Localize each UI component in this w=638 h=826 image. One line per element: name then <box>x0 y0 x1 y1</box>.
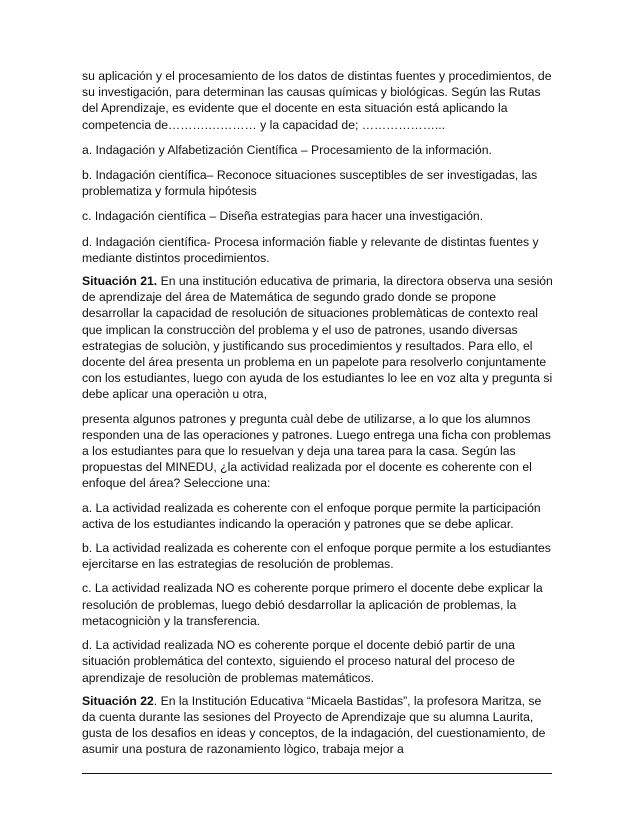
option-a-q20: a. Indagación y Alfabetización Científica – Procesamiento de la información. <box>82 142 492 157</box>
option-d-q21: d. La actividad realizada NO es coherente porque el docente debió partir de una situación problemática del contexto, siguiendo el proceso natural del proceso de aprendizaje de resoluciòn de problemas matemáticos. <box>82 638 515 685</box>
option-d-q20: d. Indagación científica- Procesa información fiable y relevante de distintas fuentes y mediante distintos procedimientos. <box>82 234 539 265</box>
footer-rule <box>82 773 552 774</box>
situation-21-text: En una institución educativa de primaria, la directora observa una sesión de aprendizaje del área de Matemática de segundo grado donde se propone desarrollar la capacidad de resolución de situaciones problemàticas de contexto real que implican la construcciòn del problema y el uso de patrones, usando diversas estrategias de soluciòn, y justificando sus procedimientos y resultados. Para ello, el docente del área presenta un problema en un papelote para resolverlo conjuntamente con los estudiantes, luego con ayuda de los estudiantes lo lee en voz alta y pregunta si debe aplicar una operaciòn u otra, <box>82 274 553 402</box>
situation-22-paragraph <box>82 693 556 758</box>
situation-21-continuation: presenta algunos patrones y pregunta cuàl debe de utilizarse, a lo que los alumnos responden una de las operaciones y patrones. Luego entrega una ficha con problemas a los estudiantes para que lo resuelvan y deja una tarea para la casa. Según las propuestas del MINEDU, ¿la actividad realizada por el docente es coherente con el enfoque del área? Seleccione una: <box>82 411 551 491</box>
option-c-q20: c. Indagación científica – Diseña estrategias para hacer una investigación. <box>82 209 484 224</box>
document-page <box>82 68 556 758</box>
option-b-q21: b. La actividad realizada es coherente con el enfoque porque permite a los estudiantes ejercitarse en las estrategias de resolución de problemas. <box>82 541 551 572</box>
situation-22-label: Situación 22 <box>82 693 154 708</box>
situation-22-text: . En la Institución Educativa “Micaela Bastidas”, la profesora Maritza, se da cuenta durante las sesiones del Proyecto de Aprendizaje que su alumna Laurita, gusta de los desafios en ideas y conceptos, de la indagación, del cuestionamiento, de asumir una postura de razonamiento lògico, trabaja mejor a <box>82 693 546 757</box>
option-a-q21: a. La actividad realizada es coherente con el enfoque porque permite la participación activa de los estudiantes indicando la operación y patrones que se debe aplicar. <box>82 500 541 531</box>
situation-21-paragraph <box>82 273 556 403</box>
situation-21-label: Situación 21. <box>82 274 158 289</box>
option-b-q20: b. Indagación científica– Reconoce situaciones susceptibles de ser investigadas, las problematiza y formula hipótesis <box>82 168 538 199</box>
intro-paragraph: su aplicación y el procesamiento de los datos de distintas fuentes y procedimientos, de su investigación, para determinan las causas químicas y biológicas. Según las Rutas del Aprendizaje, es evidente que el docente en esta situación está aplicando la competencia de……….………… y la capacidad de; ………………... <box>82 69 552 132</box>
option-c-q21: c. La actividad realizada NO es coherente porque primero el docente debe explicar la resolución de problemas, luego debió desdarrollar la aplicación de problemas, la metacogniciòn y la transferencia. <box>82 581 543 628</box>
